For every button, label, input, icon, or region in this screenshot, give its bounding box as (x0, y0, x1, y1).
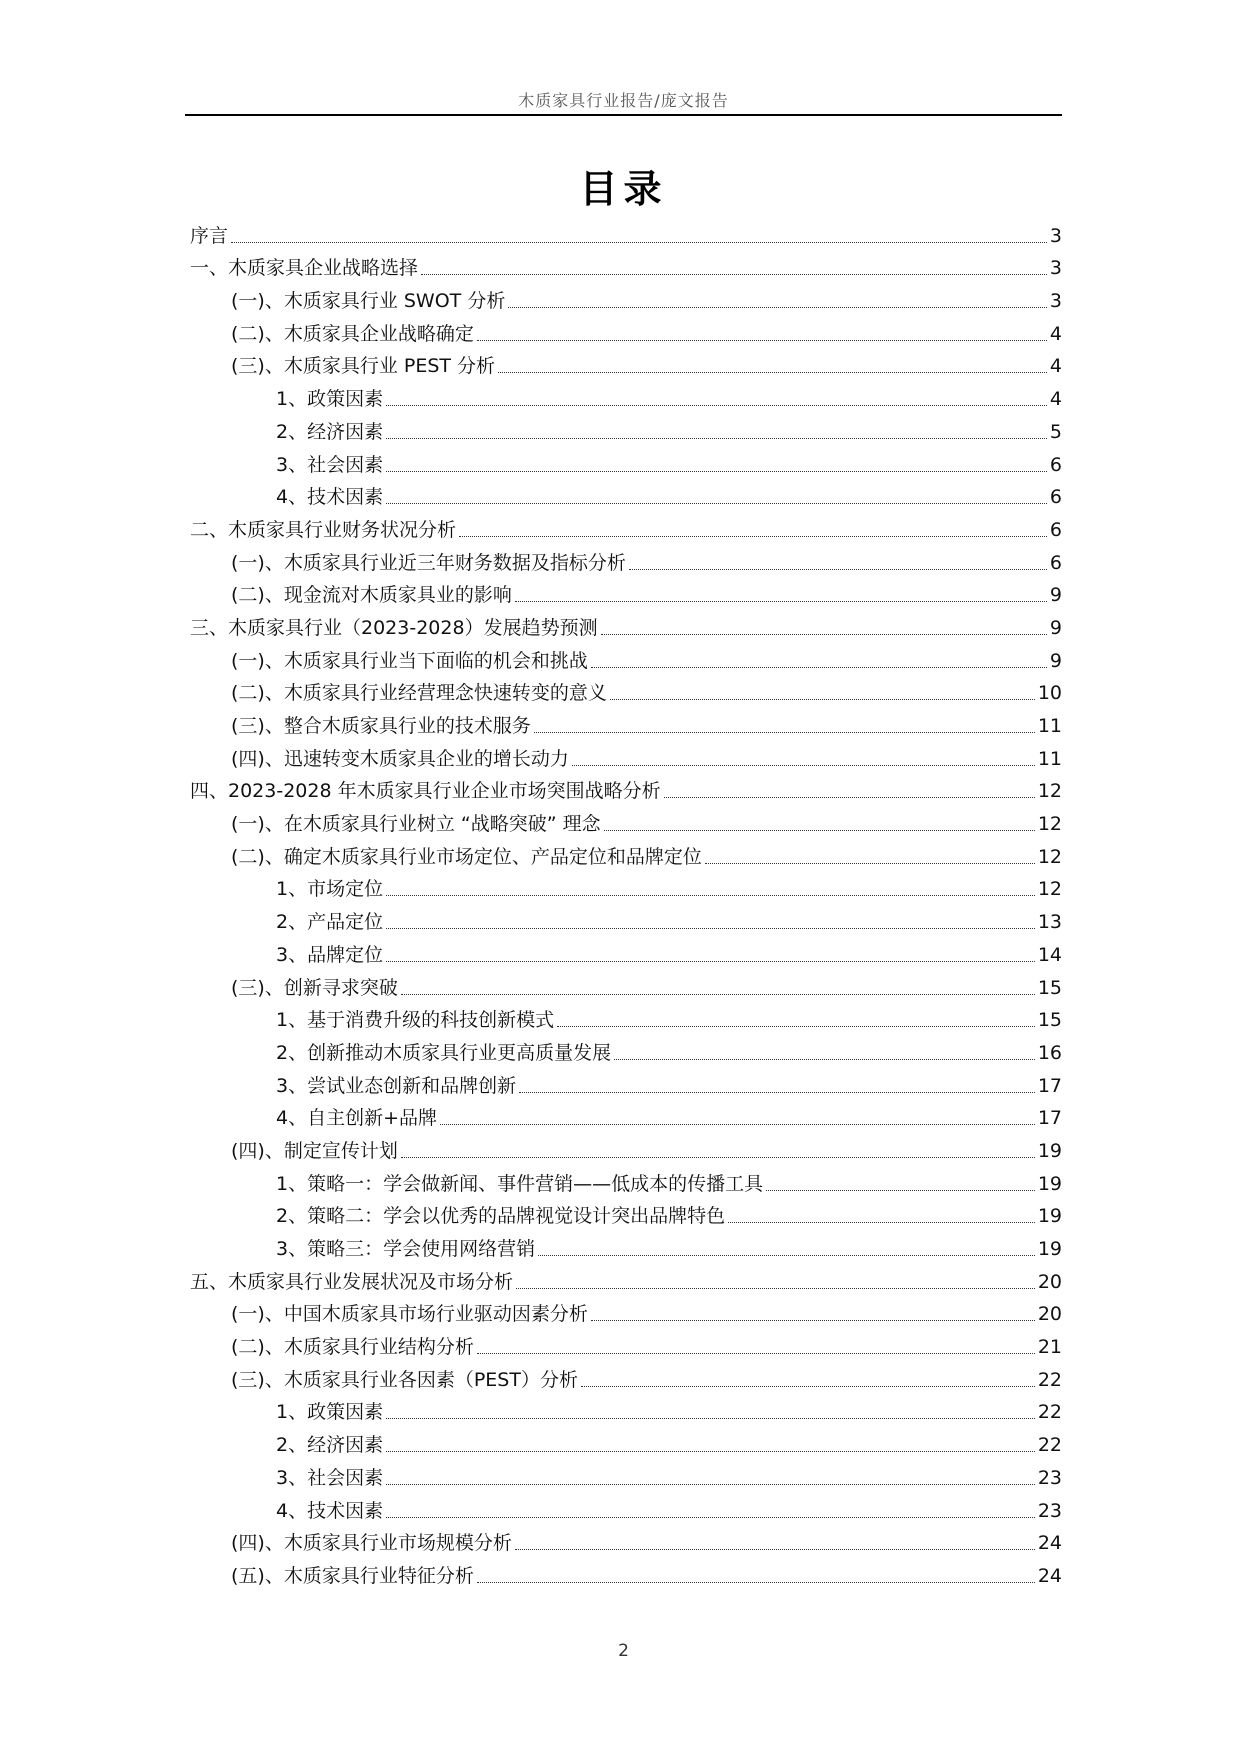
toc-entry-title: (二)、木质家具企业战略确定 (231, 322, 474, 345)
toc-entry[interactable] (190, 313, 1062, 346)
dot-leader (664, 797, 1035, 798)
toc-entry-page: 5 (1049, 420, 1062, 443)
toc-entry-page: 13 (1037, 911, 1062, 934)
dot-leader (516, 1288, 1035, 1289)
toc-entry-title: 4、技术因素 (276, 1499, 384, 1522)
toc-entry-page: 21 (1037, 1336, 1062, 1359)
dot-leader (386, 503, 1047, 504)
toc-entry[interactable] (190, 836, 1062, 869)
toc-entry-page: 9 (1049, 584, 1062, 607)
toc-entry-title: 序言 (190, 224, 229, 247)
toc-entry-title: 2、经济因素 (276, 420, 384, 443)
toc-entry-page: 3 (1049, 257, 1062, 280)
dot-leader (519, 1092, 1035, 1093)
toc-entry-page: 9 (1049, 616, 1062, 639)
toc-entry[interactable] (190, 1032, 1062, 1065)
dot-leader (386, 405, 1047, 406)
toc-entry-page: 6 (1049, 551, 1062, 574)
toc-entry[interactable] (190, 1098, 1062, 1131)
dot-leader (386, 1517, 1035, 1518)
toc-entry[interactable] (190, 1523, 1062, 1556)
toc-entry[interactable] (190, 248, 1062, 281)
toc-entry[interactable] (190, 1457, 1062, 1490)
dot-leader (231, 242, 1047, 243)
toc-entry[interactable] (190, 477, 1062, 510)
toc-entry[interactable] (190, 444, 1062, 477)
toc-entry-page: 19 (1037, 1205, 1062, 1228)
toc-entry[interactable] (190, 901, 1062, 934)
dot-leader (440, 1124, 1035, 1125)
toc-entry-page: 12 (1037, 780, 1062, 803)
dot-leader (515, 601, 1047, 602)
dot-leader (601, 634, 1047, 635)
toc-entry-page: 6 (1049, 518, 1062, 541)
toc-entry-page: 10 (1037, 682, 1062, 705)
toc-entry[interactable] (190, 738, 1062, 771)
toc-entry-page: 12 (1037, 845, 1062, 868)
toc-entry[interactable] (190, 1228, 1062, 1261)
toc-entry-title: 3、品牌定位 (276, 943, 384, 966)
toc-entry[interactable] (190, 934, 1062, 967)
dot-leader (386, 928, 1035, 929)
toc-entry-title: 1、政策因素 (276, 1401, 384, 1424)
toc-entry[interactable] (190, 1065, 1062, 1098)
toc-entry-page: 23 (1037, 1499, 1062, 1522)
toc-entry[interactable] (190, 771, 1062, 804)
toc-title: 目录 (579, 167, 668, 211)
dot-leader (477, 340, 1047, 341)
dot-leader (386, 1484, 1035, 1485)
toc-entry-title: 一、木质家具企业战略选择 (190, 257, 419, 280)
toc-entry-page: 24 (1037, 1564, 1062, 1587)
dot-leader (386, 471, 1047, 472)
dot-leader (401, 1157, 1035, 1158)
toc-entry-title: 2、经济因素 (276, 1434, 384, 1457)
toc-entry-page: 24 (1037, 1532, 1062, 1555)
dot-leader (610, 699, 1035, 700)
toc-entry-title: (一)、木质家具行业 SWOT 分析 (231, 290, 506, 313)
toc-entry[interactable] (190, 542, 1062, 575)
toc-entry[interactable] (190, 803, 1062, 836)
toc-entry-title: (一)、木质家具行业近三年财务数据及指标分析 (231, 551, 626, 574)
toc-entry[interactable] (190, 575, 1062, 608)
toc-entry[interactable] (190, 1392, 1062, 1425)
toc-entry[interactable] (190, 1000, 1062, 1033)
toc-entry-page: 3 (1049, 290, 1062, 313)
toc-entry-title: (一)、中国木质家具市场行业驱动因素分析 (231, 1303, 588, 1326)
toc-entry[interactable] (190, 1555, 1062, 1588)
toc-entry-page: 19 (1037, 1238, 1062, 1260)
toc-entry-title: (二)、木质家具行业经营理念快速转变的意义 (231, 682, 607, 705)
toc-entry[interactable] (190, 280, 1062, 313)
toc-entry-title: 2、策略二：学会以优秀的品牌视觉设计突出品牌特色 (276, 1205, 726, 1228)
dot-leader (604, 830, 1035, 831)
toc-entry[interactable] (190, 509, 1062, 542)
dot-leader (498, 372, 1047, 373)
toc-entry-title: (一)、在木质家具行业树立 “战略突破” 理念 (231, 813, 601, 836)
dot-leader (591, 667, 1047, 668)
dot-leader (591, 1320, 1035, 1321)
toc-entry[interactable] (190, 607, 1062, 640)
dot-leader (766, 1190, 1035, 1191)
toc-entry-page: 3 (1049, 224, 1062, 247)
toc-entry[interactable] (190, 1294, 1062, 1327)
dot-leader (581, 1386, 1035, 1387)
toc-entry[interactable] (190, 1163, 1062, 1196)
toc-entry[interactable] (190, 215, 1062, 248)
toc-entry-title: (二)、木质家具行业结构分析 (231, 1336, 474, 1359)
toc-entry-title: (三)、木质家具行业 PEST 分析 (231, 355, 496, 378)
toc-entry[interactable] (190, 1196, 1062, 1229)
toc-entry-title: (三)、整合木质家具行业的技术服务 (231, 715, 531, 737)
toc-entry-title: 1、市场定位 (276, 878, 384, 901)
dot-leader (386, 895, 1035, 896)
toc-entry-page: 9 (1049, 649, 1062, 672)
toc-entry-page: 6 (1049, 453, 1062, 476)
toc-entry[interactable] (190, 1359, 1062, 1392)
toc-entry-page: 15 (1037, 1009, 1062, 1032)
toc-entry-page: 20 (1037, 1270, 1062, 1293)
toc-entry-page: 20 (1037, 1303, 1062, 1326)
dot-leader (557, 1026, 1035, 1027)
header-divider (185, 114, 1062, 116)
toc-entry-title: 四、2023-2028 年木质家具行业企业市场突围战略分析 (190, 780, 661, 803)
toc-entry[interactable] (190, 378, 1062, 411)
toc-entry-page: 15 (1037, 976, 1062, 999)
toc-entry-title: 4、自主创新+品牌 (276, 1107, 438, 1130)
toc-entry-page: 12 (1037, 878, 1062, 901)
toc-entry-title: (二)、现金流对木质家具业的影响 (231, 584, 512, 607)
page-number: 2 (618, 1641, 629, 1661)
toc-entry-page: 12 (1037, 813, 1062, 836)
toc-entry-page: 22 (1037, 1434, 1062, 1457)
dot-leader (705, 863, 1035, 864)
toc-entry-title: 五、木质家具行业发展状况及市场分析 (190, 1270, 514, 1293)
toc-entry-page: 19 (1037, 1139, 1062, 1162)
toc-entry-page: 17 (1037, 1074, 1062, 1097)
toc-entry[interactable] (190, 869, 1062, 902)
dot-leader (386, 1451, 1035, 1452)
toc-entry[interactable] (190, 346, 1062, 379)
toc-entry-title: (三)、木质家具行业各因素（PEST）分析 (231, 1368, 578, 1391)
toc-entry-title: 二、木质家具行业财务状况分析 (190, 518, 457, 541)
dot-leader (386, 961, 1035, 962)
toc-entry-title: 3、策略三：学会使用网络营销 (276, 1238, 536, 1260)
toc-entry-page: 16 (1037, 1041, 1062, 1064)
toc-entry-title: 3、社会因素 (276, 453, 384, 476)
toc-entry[interactable] (190, 705, 1062, 738)
dot-leader (534, 732, 1035, 733)
table-of-contents (190, 215, 1062, 1588)
toc-entry-page: 11 (1037, 747, 1062, 770)
toc-entry-page: 23 (1037, 1466, 1062, 1489)
toc-entry-page: 14 (1037, 943, 1062, 966)
toc-entry-page: 6 (1049, 486, 1062, 509)
dot-leader (459, 536, 1047, 537)
toc-entry-title: 3、尝试业态创新和品牌创新 (276, 1074, 517, 1097)
dot-leader (515, 1549, 1035, 1550)
toc-entry-title: 4、技术因素 (276, 486, 384, 509)
toc-entry-page: 22 (1037, 1368, 1062, 1391)
toc-entry[interactable] (190, 1490, 1062, 1523)
toc-entry-page: 4 (1049, 355, 1062, 378)
dot-leader (614, 1059, 1035, 1060)
dot-leader (386, 1418, 1035, 1419)
toc-entry-title: (四)、木质家具行业市场规模分析 (231, 1532, 512, 1555)
toc-entry[interactable] (190, 1326, 1062, 1359)
toc-entry-title: 3、社会因素 (276, 1466, 384, 1489)
toc-entry-title: 三、木质家具行业（2023-2028）发展趋势预测 (190, 616, 598, 639)
toc-entry[interactable] (190, 967, 1062, 1000)
toc-entry[interactable] (190, 411, 1062, 444)
toc-entry-title: (一)、木质家具行业当下面临的机会和挑战 (231, 649, 588, 672)
running-header: 木质家具行业报告/庞文报告 (518, 91, 729, 110)
dot-leader (728, 1222, 1035, 1223)
toc-entry-title: 1、策略一：学会做新闻、事件营销——低成本的传播工具 (276, 1172, 764, 1195)
toc-entry-title: (四)、制定宣传计划 (231, 1139, 398, 1162)
toc-entry-title: (三)、创新寻求突破 (231, 976, 398, 999)
toc-entry-page: 17 (1037, 1107, 1062, 1130)
toc-entry-page: 22 (1037, 1401, 1062, 1424)
toc-entry-title: (四)、迅速转变木质家具企业的增长动力 (231, 747, 569, 770)
toc-entry-title: 2、创新推动木质家具行业更高质量发展 (276, 1041, 612, 1064)
toc-entry-page: 11 (1037, 715, 1062, 737)
dot-leader (477, 1353, 1035, 1354)
toc-entry[interactable] (190, 640, 1062, 673)
toc-entry[interactable] (190, 1261, 1062, 1294)
toc-entry-title: (二)、确定木质家具行业市场定位、产品定位和品牌定位 (231, 845, 702, 868)
toc-entry-title: 1、政策因素 (276, 388, 384, 411)
toc-entry[interactable] (190, 673, 1062, 706)
toc-entry-page: 4 (1049, 388, 1062, 411)
toc-entry[interactable] (190, 1424, 1062, 1457)
dot-leader (572, 765, 1035, 766)
toc-entry[interactable] (190, 1130, 1062, 1163)
toc-entry-title: 1、基于消费升级的科技创新模式 (276, 1009, 555, 1032)
dot-leader (508, 307, 1047, 308)
dot-leader (421, 274, 1047, 275)
toc-entry-title: (五)、木质家具行业特征分析 (231, 1564, 474, 1587)
dot-leader (538, 1255, 1035, 1256)
toc-entry-page: 19 (1037, 1172, 1062, 1195)
dot-leader (477, 1582, 1035, 1583)
dot-leader (401, 994, 1035, 995)
toc-entry-title: 2、产品定位 (276, 911, 384, 934)
dot-leader (386, 438, 1047, 439)
dot-leader (629, 569, 1047, 570)
toc-entry-page: 4 (1049, 322, 1062, 345)
